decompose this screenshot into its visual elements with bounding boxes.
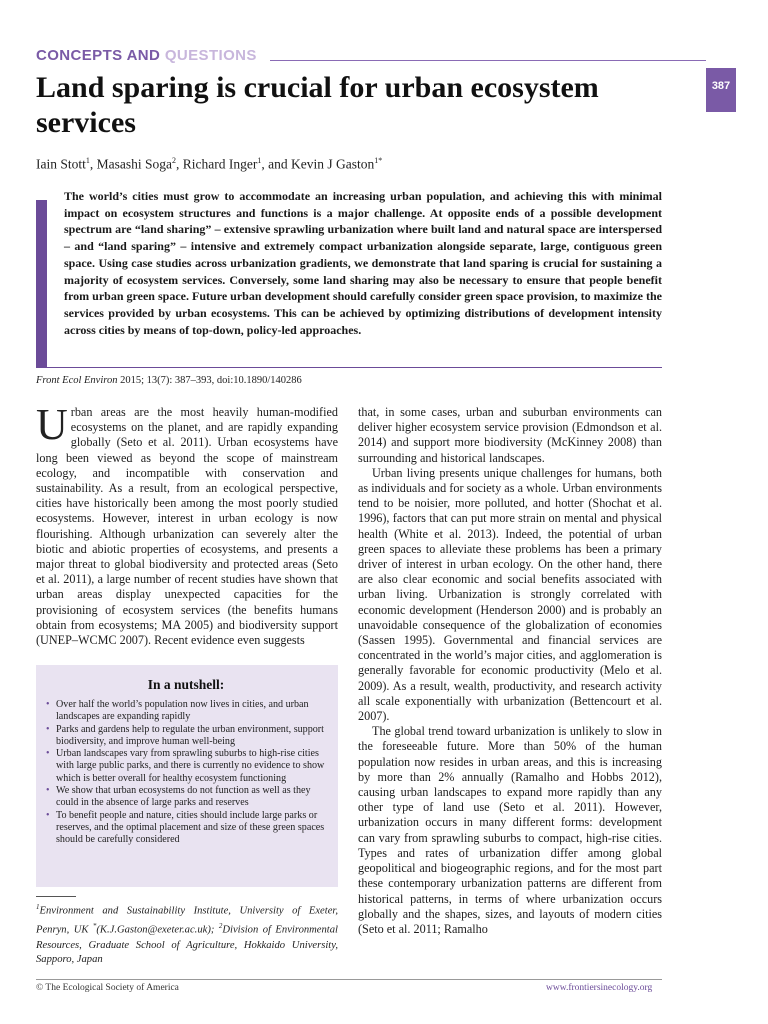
body-column-left bbox=[36, 400, 338, 648]
nutshell-item-text: Over half the world’s population now lives in cities, and urban landscapes are expanding rapidly bbox=[56, 699, 309, 723]
author-name: Iain Stott bbox=[36, 156, 86, 172]
body-paragraph: that, in some cases, urban and suburban environments can deliver higher ecosystem service provision (Edmondson et al. 2014) and support more biodiversity (McKinney 2008) than surrounding and historical landscapes. bbox=[358, 405, 662, 465]
affiliation-rule bbox=[36, 896, 76, 897]
body-paragraph: Urban living presents unique challenges for humans, both as individuals and for society as a whole. Urban environments tend to be noisier, more polluted, and hotter (Shochat et al. 1996), factors that can put more strain on mental and physical health (White et al. 2013). Indeed, the potential of urban green spaces to alleviate these problems has been a primary driver of interest in urban ecology. On the other hand, there are also clear economic and social benefits associated with urban living. Urbanization is strongly correlated with economic development (Henderson 2000) and is probably an unavoidable consequence of the globalization of economies (Sassen 1995). Governmental and financial services are concentrated in the world’s major cities, and agglomeration is generally favorable for economic productivity (Melo et al. 2009). As a result, wealth, productivity, and research activity all scale exponentially with urbanization (Bettencourt et al. 2007). bbox=[358, 465, 662, 724]
affiliation-mark: 1 bbox=[36, 903, 40, 911]
footer-rule bbox=[36, 979, 662, 980]
page-number: 387 bbox=[711, 80, 731, 92]
author-name: Kevin J Gaston bbox=[290, 156, 375, 172]
nutshell-item-text: We show that urban ecosystems do not function as well as they could in the absence of large parks and reserves bbox=[56, 785, 311, 809]
author-separator: , and bbox=[261, 156, 288, 172]
bullet-icon: • bbox=[46, 699, 50, 710]
bullet-icon: • bbox=[46, 809, 50, 821]
bullet-icon: • bbox=[46, 785, 50, 797]
affiliation-note bbox=[36, 900, 338, 968]
body-paragraph-text: rban areas are the most heavily human-modified ecosystems on the planet, and are rapidly expanding globally (Seto et al. 2011). Urban ecosystems have long been viewed as beyond the scope of mainstream ecology, and incompatible with conservation and sustainability. As a result, from an ecological perspective, cities have historically been among the most poorly studied ecosystems. However, interest in urban ecology is now flourishing. Although urbanization can severely alter the biotic and abiotic properties of ecosystems, and presents a major threat to global biodiversity and protected areas (Seto et al. 2011), a large number of recent studies have shown that urban areas display unexpected capacities for the provisioning of ecosystem services (the benefits humans obtain from ecosystems; MA 2005) and biodiversity support (UNEP–WCMC 2007). Recent evidence even suggests bbox=[36, 405, 338, 648]
copyright-notice: © The Ecological Society of America bbox=[36, 983, 179, 993]
abstract-rule bbox=[36, 367, 662, 368]
section-label bbox=[36, 47, 257, 64]
author-name: Richard Inger bbox=[182, 156, 258, 172]
author-affiliation-mark: 1 bbox=[257, 156, 262, 165]
citation-journal: Front Ecol Environ bbox=[36, 375, 118, 386]
nutshell-item-text: Parks and gardens help to regulate the urban environment, support biodiversity, and improve human well-being bbox=[56, 723, 324, 747]
body-paragraph: The global trend toward urbanization is unlikely to slow in the foreseeable future. More than 50% of the human population now resides in urban areas, and this is increasing by more than 2% annually (Ramalho and Hobbs 2012), causing urban landscapes to expand more rapidly than any other type of land use (Seto et al. 2011). However, urbanization occurs in many different forms: development can vary from sprawling suburbs to compact, high-rise cities. Types and rates of urbanization differ among global geopolitical and biogeographic regions, and for the most part these contemporary urbanization patterns are different from historical patterns, in terms of where urbanization occurs globally and the shapes, sizes, and layouts of modern cities (Seto et al. 2011; Ramalho bbox=[358, 724, 662, 936]
section-label-concepts: CONCEPTS bbox=[36, 47, 123, 64]
corresponding-mark: * bbox=[92, 922, 97, 931]
body-column-right bbox=[358, 405, 662, 937]
nutshell-item bbox=[46, 699, 326, 724]
header-rule bbox=[270, 60, 706, 61]
author-affiliation-mark: 1* bbox=[374, 156, 383, 165]
affiliation-text: Division of Environmental Resources, Graduate School of Agriculture, Hokkaido University, Sapporo, Japan bbox=[36, 924, 338, 966]
nutshell-heading: In a nutshell: bbox=[147, 677, 225, 692]
nutshell-item bbox=[46, 785, 326, 810]
affiliation-mark: 2 bbox=[218, 922, 223, 931]
affiliation-text: Environment and Sustainability Institute, University of Exeter, Penryn, UK bbox=[36, 905, 338, 936]
author-affiliation-mark: 1 bbox=[85, 156, 90, 165]
abstract-text: The world’s cities must grow to accommodate an increasing urban population, and achieving this with minimal impact on ecosystem structures and functions is a major challenge. At opposite ends of a possible development spectrum are “land sharing” – extensive sprawling urbanization where built land and natural space are interspersed – and “land sparing” – intensive and extremely compact urbanization alongside separate, large, contiguous green space. Using case studies across urbanization gradients, we demonstrate that land sparing is crucial for sustaining a majority of ecosystem services. Conversely, some land sharing may also be necessary to ensure that people benefit from urban green space. Future urban development should carefully consider green space provision, to maximize the services provided by urban ecosystems. This can be achieved by optimizing distributions of development intensity across cities by means of top-down, policy-led approaches. bbox=[64, 189, 662, 337]
nutshell-item bbox=[46, 724, 326, 749]
section-label-questions: QUESTIONS bbox=[164, 47, 257, 64]
page-number-tab bbox=[706, 68, 736, 112]
journal-url-link[interactable]: www.frontiersinecology.org bbox=[546, 983, 653, 993]
citation-line bbox=[36, 375, 302, 386]
nutshell-list bbox=[46, 699, 326, 847]
bullet-icon: • bbox=[46, 723, 50, 735]
author-affiliation-mark: 2 bbox=[172, 156, 176, 165]
author-name: Masashi Soga bbox=[96, 156, 172, 172]
nutshell-box bbox=[36, 665, 338, 887]
citation-details: 2015; 13(7): 387–393, doi:10.1890/140286 bbox=[117, 375, 302, 386]
affiliation-email: (K.J.Gaston@exeter.ac.uk); bbox=[96, 924, 219, 936]
author-list: Iain Stott$^1$, Masashi Soga$^2$, Richard Inger$^1$, and Kevin J Gaston$^{1*}$ bbox=[36, 156, 383, 172]
nutshell-item-text: To benefit people and nature, cities should include large parks or reserves, and the optimal placement and size of these green spaces should be carefully considered bbox=[56, 809, 325, 846]
nutshell-item bbox=[46, 748, 326, 785]
drop-cap: U bbox=[36, 400, 68, 449]
section-label-and: AND bbox=[126, 47, 161, 64]
bullet-icon: • bbox=[46, 748, 50, 760]
abstract-accent-bar bbox=[36, 200, 47, 367]
article-title: Land sparing is crucial for urban ecosystem services bbox=[36, 71, 599, 139]
nutshell-item-text: Urban landscapes vary from sprawling suburbs to high-rise cities with large public parks, and there is currently no evidence to show which is better overall for healthy ecosystem functioning bbox=[56, 748, 325, 784]
nutshell-item bbox=[46, 810, 326, 847]
body-paragraph bbox=[36, 400, 338, 648]
